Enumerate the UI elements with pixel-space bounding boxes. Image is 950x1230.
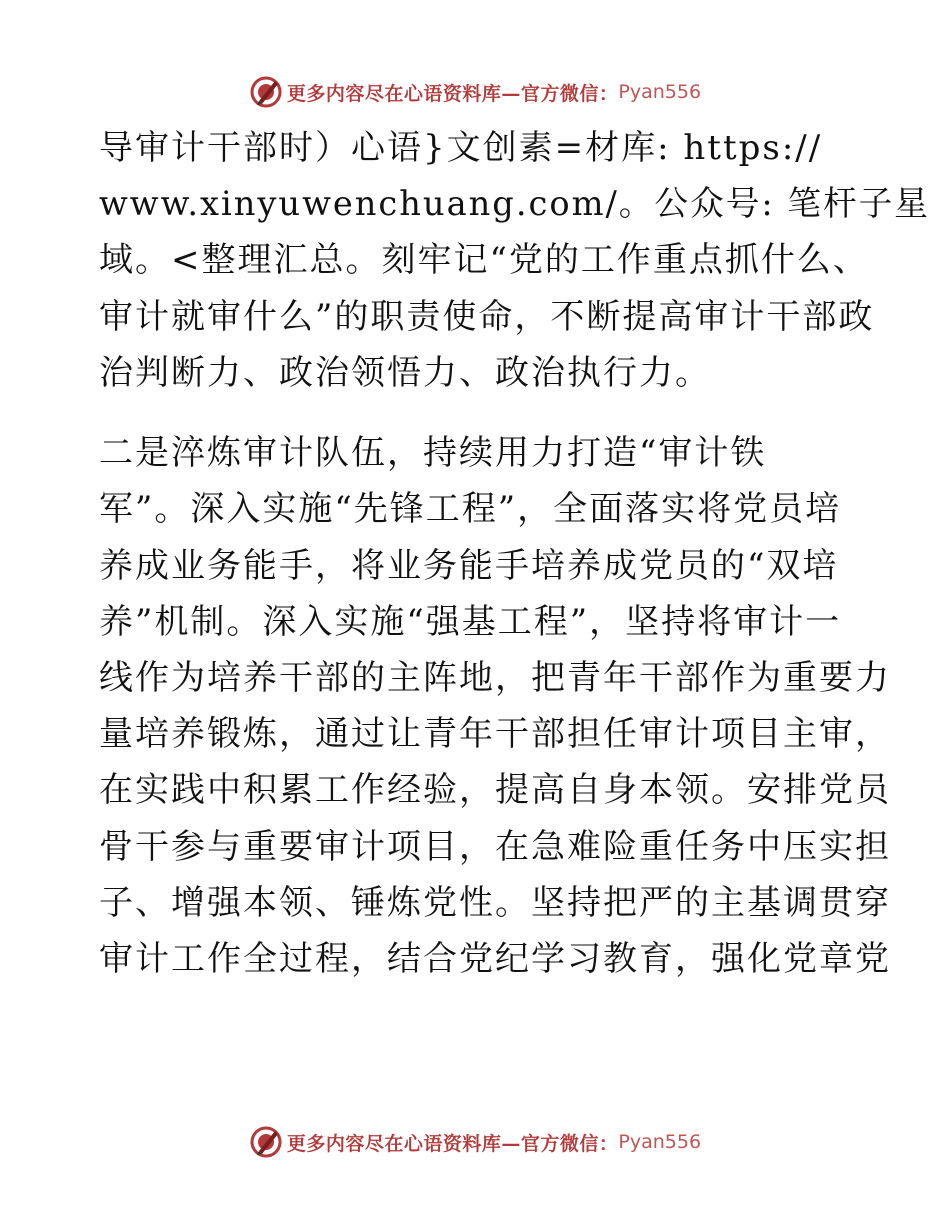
text-line: www.xinyuwenchuang.com/。公众号: 笔杆子星 <box>99 184 930 224</box>
pen-logo-icon <box>249 75 283 109</box>
pen-logo-icon <box>249 1125 283 1159</box>
text-line: 审计就审什么”的职责使命，不断提高审计干部政 <box>99 297 875 337</box>
text-line: 养成业务能手，将业务能手培养成党员的“双培 <box>99 546 839 586</box>
text-line: 治判断力、政治领悟力、政治执行力。 <box>99 353 711 393</box>
text-line: 骨干参与重要审计项目，在急难险重任务中压实担 <box>99 827 891 867</box>
text-line: 在实践中积累工作经验，提高自身本领。安排党员 <box>99 770 891 810</box>
header-watermark <box>0 72 950 112</box>
text-line: 线作为培养干部的主阵地，把青年干部作为重要力 <box>99 658 891 698</box>
text-line: 域。<整理汇总。刻牢记“党的工作重点抓什么、 <box>99 240 869 280</box>
watermark-wechat-id: Pyan556 <box>618 1131 702 1153</box>
text-line: 二是淬炼审计队伍，持续用力打造“审计铁 <box>99 433 767 473</box>
text-line: 审计工作全过程，结合党纪学习教育，强化党章党 <box>99 939 891 979</box>
text-line: 子、增强本领、锤炼党性。坚持把严的主基调贯穿 <box>99 883 891 923</box>
text-line: 量培养锻炼，通过让青年干部担任审计项目主审， <box>99 714 891 754</box>
watermark-text: 更多内容尽在心语资料库—官方微信： <box>286 82 619 105</box>
text-line: 养”机制。深入实施“强基工程”，坚持将审计一 <box>99 602 842 642</box>
watermark-wechat-id: Pyan556 <box>618 81 702 103</box>
footer-watermark <box>0 1122 950 1162</box>
watermark-text: 更多内容尽在心语资料库—官方微信： <box>286 1132 619 1155</box>
text-line: 导审计干部时）心语}文创素=材库: https:// <box>99 128 823 168</box>
text-line: 军”。深入实施“先锋工程”，全面落实将党员培 <box>99 489 842 529</box>
